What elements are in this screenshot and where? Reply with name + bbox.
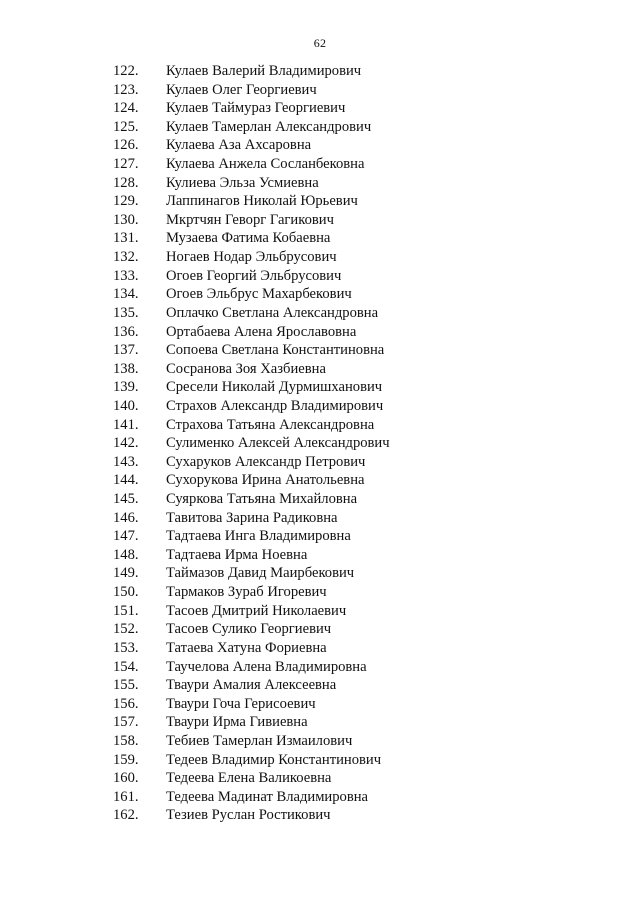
list-item (0, 583, 640, 602)
list-item-name: Тебиев Тамерлан Измаилович (166, 732, 353, 749)
list-item (0, 285, 640, 304)
list-item (0, 267, 640, 286)
list-item-number: 134. (113, 286, 139, 303)
list-item-number: 143. (113, 453, 139, 470)
list-item-name: Тезиев Руслан Ростикович (166, 807, 331, 824)
list-item-number: 162. (113, 807, 139, 824)
list-item (0, 620, 640, 639)
list-item-number: 138. (113, 360, 139, 377)
list-item-name: Кулаев Олег Георгиевич (166, 81, 317, 98)
list-item (0, 211, 640, 230)
list-item-name: Тадтаева Ирма Ноевна (166, 546, 308, 563)
list-item-number: 136. (113, 323, 139, 340)
list-item (0, 434, 640, 453)
list-item-number: 128. (113, 174, 139, 191)
list-item-name: Страхов Александр Владимирович (166, 397, 384, 414)
list-item-name: Кулиева Эльза Усмиевна (166, 174, 319, 191)
list-item (0, 304, 640, 323)
list-item-number: 155. (113, 677, 139, 694)
list-item-name: Кулаев Тамерлан Александрович (166, 118, 372, 135)
list-item-number: 154. (113, 658, 139, 675)
list-item (0, 751, 640, 770)
list-item-number: 129. (113, 193, 139, 210)
list-item (0, 490, 640, 509)
list-item-number: 158. (113, 732, 139, 749)
list-item-number: 146. (113, 509, 139, 526)
list-item-name: Кулаев Таймураз Георгиевич (166, 100, 346, 117)
list-item-number: 159. (113, 751, 139, 768)
list-item-name: Суяркова Татьяна Михайловна (166, 491, 358, 508)
list-item-name: Кулаев Валерий Владимирович (166, 63, 362, 79)
list-item-name: Сухаруков Александр Петрович (166, 453, 366, 470)
list-item-name: Сопоева Светлана Константиновна (166, 342, 385, 359)
list-item-number: 124. (113, 100, 139, 117)
list-item-number: 132. (113, 249, 139, 266)
list-item-number: 156. (113, 695, 139, 712)
list-item (0, 341, 640, 360)
list-item-name: Музаева Фатима Кобаевна (166, 230, 331, 247)
list-item-name: Таучелова Алена Владимировна (166, 658, 367, 675)
list-item-number: 150. (113, 584, 139, 601)
list-item-name: Лаппинагов Николай Юрьевич (166, 193, 358, 210)
list-item (0, 639, 640, 658)
list-item (0, 62, 640, 81)
list-item (0, 546, 640, 565)
list-item-name: Кулаева Аза Ахсаровна (166, 137, 312, 154)
list-item-number: 153. (113, 639, 139, 656)
list-item-name: Татаева Хатуна Фориевна (166, 639, 327, 656)
list-item (0, 360, 640, 379)
list-item-number: 135. (113, 304, 139, 321)
list-item (0, 416, 640, 435)
list-item-name: Таймазов Давид Маирбекович (166, 565, 355, 582)
list-item (0, 509, 640, 528)
list-item-name: Тавитова Зарина Радиковна (166, 509, 338, 526)
name-list (0, 62, 640, 825)
list-item-number: 157. (113, 714, 139, 731)
list-item-number: 126. (113, 137, 139, 154)
list-item-name: Сресели Николай Дурмишханович (166, 379, 383, 396)
list-item-number: 131. (113, 230, 139, 247)
list-item-name: Тасоев Сулико Георгиевич (166, 621, 332, 638)
list-item-number: 140. (113, 397, 139, 414)
list-item-name: Тваури Амалия Алексеевна (166, 677, 337, 694)
list-item (0, 732, 640, 751)
list-item-name: Сухорукова Ирина Анатольевна (166, 472, 365, 489)
list-item-name: Оплачко Светлана Александровна (166, 304, 379, 321)
list-item (0, 806, 640, 825)
list-item (0, 527, 640, 546)
list-item (0, 564, 640, 583)
list-item-number: 144. (113, 472, 139, 489)
list-item-number: 148. (113, 546, 139, 563)
list-item-name: Тваури Гоча Герисоевич (166, 695, 316, 712)
list-item-number: 133. (113, 267, 139, 284)
list-item-number: 147. (113, 528, 139, 545)
list-item-number: 149. (113, 565, 139, 582)
list-item-number: 145. (113, 491, 139, 508)
list-item (0, 174, 640, 193)
list-item-number: 161. (113, 788, 139, 805)
list-item (0, 397, 640, 416)
list-item-name: Огоев Георгий Эльбрусович (166, 267, 342, 284)
list-item-name: Мкртчян Геворг Гагикович (166, 211, 334, 228)
list-item-number: 160. (113, 770, 139, 787)
list-item (0, 155, 640, 174)
list-item-number: 122. (113, 63, 139, 79)
list-item-number: 151. (113, 602, 139, 619)
list-item-name: Тадтаева Инга Владимировна (166, 528, 351, 545)
list-item-name: Огоев Эльбрус Махарбекович (166, 286, 352, 303)
list-item-number: 139. (113, 379, 139, 396)
list-item-name: Тваури Ирма Гивиевна (166, 714, 308, 731)
list-item-number: 152. (113, 621, 139, 638)
list-item-name: Кулаева Анжела Сосланбековна (166, 156, 365, 173)
list-item-name: Страхова Татьяна Александровна (166, 416, 375, 433)
list-item (0, 658, 640, 677)
list-item-number: 127. (113, 156, 139, 173)
list-item (0, 695, 640, 714)
list-item-name: Сосранова Зоя Хазбиевна (166, 360, 326, 377)
list-item-name: Ортабаева Алена Ярославовна (166, 323, 357, 340)
list-item (0, 471, 640, 490)
list-item-name: Сулименко Алексей Александрович (166, 435, 390, 452)
list-item (0, 118, 640, 137)
list-item-number: 141. (113, 416, 139, 433)
list-item (0, 99, 640, 118)
list-item-number: 137. (113, 342, 139, 359)
list-item-name: Тедеева Мадинат Владимировна (166, 788, 369, 805)
list-item (0, 229, 640, 248)
list-item-number: 125. (113, 118, 139, 135)
list-item (0, 136, 640, 155)
list-item-name: Тедеева Елена Валикоевна (166, 770, 332, 787)
list-item (0, 453, 640, 472)
list-item (0, 713, 640, 732)
list-item (0, 378, 640, 397)
page-number: 62 (313, 36, 327, 50)
list-item-name: Тедеев Владимир Константинович (166, 751, 382, 768)
list-item (0, 192, 640, 211)
list-item (0, 602, 640, 621)
list-item-number: 142. (113, 435, 139, 452)
list-item (0, 81, 640, 100)
list-item (0, 769, 640, 788)
list-item-number: 130. (113, 211, 139, 228)
list-item-name: Тасоев Дмитрий Николаевич (166, 602, 347, 619)
list-item (0, 788, 640, 807)
list-item (0, 248, 640, 267)
list-item (0, 676, 640, 695)
list-item-name: Ногаев Нодар Эльбрусович (166, 249, 337, 266)
list-item-name: Тармаков Зураб Игоревич (166, 584, 327, 601)
list-item-number: 123. (113, 81, 139, 98)
list-item (0, 323, 640, 342)
